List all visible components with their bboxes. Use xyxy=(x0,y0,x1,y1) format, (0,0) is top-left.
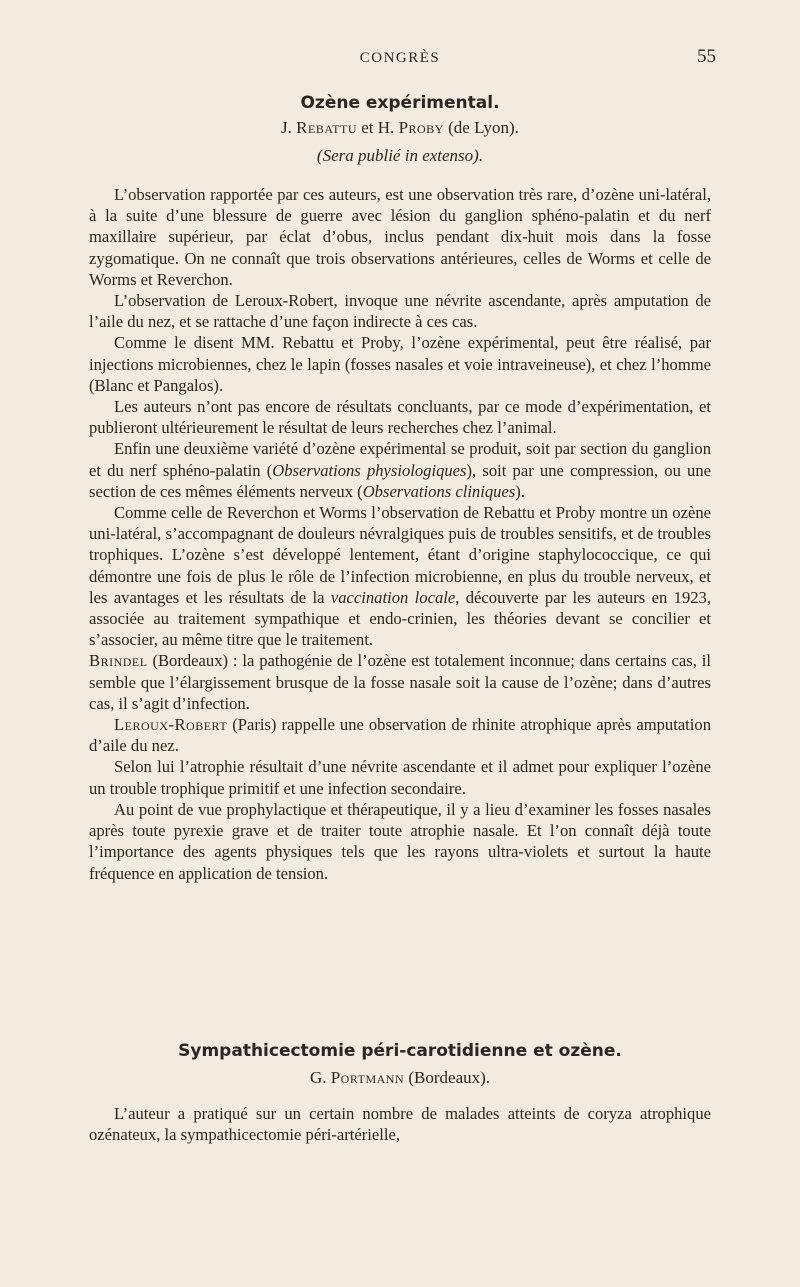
text-run: ). xyxy=(515,481,525,501)
section-ozene-heading-wrap xyxy=(89,93,711,113)
paragraph xyxy=(89,714,711,756)
authors-line-2 xyxy=(89,1068,711,1088)
text-run: ), soit par une compression, ou une section de ces mêmes éléments nerveux ( xyxy=(89,460,712,501)
paragraph: L’observation de Leroux-Robert, invoque une névrite ascendante, après amputation de l’aile du nez, et se rattache d’une façon indirecte à ces cas. xyxy=(89,291,711,332)
section-title-sympathicectomie: Sympathicectomie péri-carotidienne et ozène. xyxy=(178,1041,622,1061)
paragraph xyxy=(89,502,711,650)
speaker-name: Leroux-Robert xyxy=(114,715,228,735)
running-header xyxy=(0,46,800,72)
italic-run: Observations cliniques xyxy=(362,481,516,501)
text-run: (Bordeaux) : la pathogénie de l’ozène est totalement inconnue; dans certains cas, il semble que l’élargissement brusque de la fosse nasale soit la cause de l’ozène; dans d’autres cas, il s’agit d’infection. xyxy=(89,651,711,713)
author-initial-j: J. xyxy=(281,118,292,137)
paragraph: Les auteurs n’ont pas encore de résultats concluants, par ce mode d’expérimentation, et publieront ultérieurement le résultat de leurs recherches chez l’animal. xyxy=(89,397,711,438)
text-run: , découverte par les auteurs en 1923, associée au traitement sympathique et endo-crinien, les théories devant se concilier et s’associer, au même titre que le traitement. xyxy=(89,587,711,650)
authors-line xyxy=(89,118,711,138)
page-number: 55 xyxy=(697,46,716,67)
paragraph: Au point de vue prophylactique et thérapeutique, il y a lieu d’examiner les fosses nasales après toute pyrexie grave et de traiter toute atrophie nasale. Et l’on connaît déjà toute l’importance des agents physiques tels que les rayons ultra-violets et surtout la haute fréquence en application de tension. xyxy=(89,799,711,883)
section-sympathicectomie-heading-wrap xyxy=(89,1041,711,1061)
paragraph xyxy=(89,650,711,714)
text-run: (Paris) rappelle une observation de rhinite atrophique après amputation d’aile du nez. xyxy=(89,715,711,756)
running-title: CONGRÈS xyxy=(359,50,441,66)
author-portmann: Portmann xyxy=(330,1068,405,1087)
section-sympathicectomie-body xyxy=(89,1103,711,1145)
publication-note: (Sera publié in extenso). xyxy=(316,146,484,165)
author-proby: Proby xyxy=(398,118,444,137)
paragraph: Selon lui l’atrophie résultait d’une névrite ascendante et il admet pour expliquer l’ozène un trouble trophique primitif et une infection secondaire. xyxy=(89,757,711,798)
text-run: Comme celle de Reverchon et Worms l’observation de Rebattu et Proby montre un ozène uni-latéral, s’accompagnant de douleurs névralgiques puis de troubles sensitifs, et de troubles trophiques. L’ozène s’est développé lentement, étant d’origine staphylococcique, ce qui démontre une fois de plus le rôle de l’infection microbienne, en plus du trouble nerveux, et les avantages et les résultats de la xyxy=(89,503,711,607)
italic-run: Observations physiologiques xyxy=(272,460,467,480)
paragraph: Comme le disent MM. Rebattu et Proby, l’ozène expérimental, peut être réalisé, par injections microbiennes, chez le lapin (fosses nasales et voie intraveineuse), et chez l’homme (Blanc et Pangalos). xyxy=(89,333,711,395)
section-ozene-body xyxy=(89,184,711,884)
section-title-ozene: Ozène expérimental. xyxy=(300,93,500,113)
author-initial-g: G. xyxy=(309,1068,327,1087)
paragraph: L’auteur a pratiqué sur un certain nombre de malades atteints de coryza atrophique ozénateux, la sympathicectomie péri-artérielle, xyxy=(89,1104,711,1145)
paragraph xyxy=(89,438,711,502)
speaker-name: Brindel xyxy=(89,651,148,671)
paragraph: L’observation rapportée par ces auteurs, est une observation très rare, d’ozène uni-latéral, à la suite d’une blessure de guerre avec lésion du ganglion sphéno-palatin et du nerf maxillaire supérieur, par éclat d’obus, inclus pendant dix-huit mois dans la fosse zygomatique. On ne connaît que trois observations antérieures, celles de Worms et celle de Worms et Reverchon. xyxy=(89,185,711,289)
author-rebattu: Rebattu xyxy=(296,118,358,137)
author-connector: et H. xyxy=(361,118,395,137)
text-run: Enfin une deuxième variété d’ozène expérimental se produit, soit par section du ganglion et du nerf sphéno-palatin ( xyxy=(89,439,711,480)
author-affiliation: (Bordeaux). xyxy=(408,1068,491,1087)
author-affiliation: (de Lyon). xyxy=(448,118,519,137)
italic-run: vaccination locale xyxy=(330,587,456,607)
